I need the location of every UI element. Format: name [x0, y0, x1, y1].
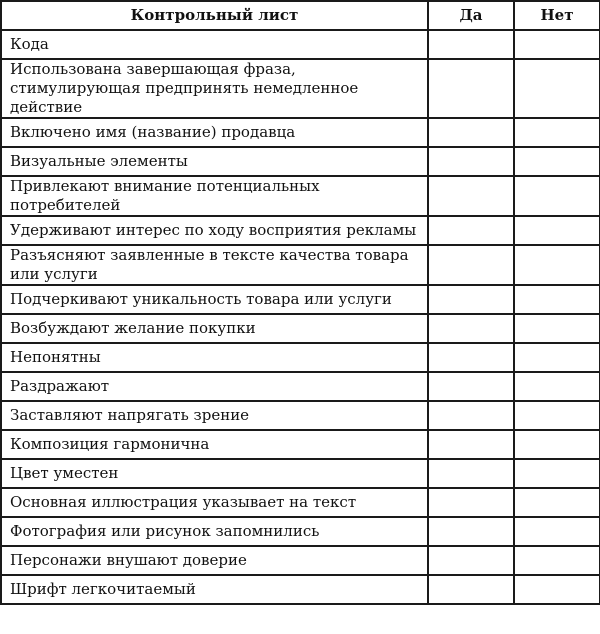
- yes-cell[interactable]: [428, 245, 514, 285]
- no-cell[interactable]: [514, 546, 600, 575]
- yes-cell[interactable]: [428, 401, 514, 430]
- item-label: Привлекают внимание потенциальных потребителей: [1, 176, 428, 216]
- table-row: [1, 430, 600, 459]
- table-row: [1, 343, 600, 372]
- item-label: Использована завершающая фраза, стимулирующая предпринять немедленное действие: [1, 59, 428, 118]
- no-cell[interactable]: [514, 459, 600, 488]
- no-cell[interactable]: [514, 245, 600, 285]
- item-label: Персонажи внушают доверие: [1, 546, 428, 575]
- header-row: [1, 1, 600, 30]
- yes-cell[interactable]: [428, 216, 514, 245]
- yes-cell[interactable]: [428, 430, 514, 459]
- section-row: [1, 147, 600, 176]
- item-label: Заставляют напрягать зрение: [1, 401, 428, 430]
- item-label: Удерживают интерес по ходу восприятия рекламы: [1, 216, 428, 245]
- table-row: [1, 372, 600, 401]
- yes-cell[interactable]: [428, 118, 514, 147]
- table-row: [1, 488, 600, 517]
- table-row: [1, 176, 600, 216]
- yes-cell[interactable]: [428, 176, 514, 216]
- no-cell[interactable]: [514, 575, 600, 604]
- table-row: [1, 517, 600, 546]
- no-cell[interactable]: [514, 430, 600, 459]
- checklist-body: [1, 30, 600, 604]
- item-label: Основная иллюстрация указывает на текст: [1, 488, 428, 517]
- table-row: [1, 118, 600, 147]
- item-label: Подчеркивают уникальность товара или услуги: [1, 285, 428, 314]
- item-label: Композиция гармонична: [1, 430, 428, 459]
- no-cell[interactable]: [514, 517, 600, 546]
- table-row: [1, 245, 600, 285]
- no-cell[interactable]: [514, 343, 600, 372]
- yes-cell[interactable]: [428, 372, 514, 401]
- no-cell[interactable]: [514, 147, 600, 176]
- table-row: [1, 314, 600, 343]
- table-row: [1, 285, 600, 314]
- no-cell[interactable]: [514, 118, 600, 147]
- no-cell[interactable]: [514, 216, 600, 245]
- item-label: Цвет уместен: [1, 459, 428, 488]
- yes-cell[interactable]: [428, 147, 514, 176]
- no-cell[interactable]: [514, 314, 600, 343]
- no-cell[interactable]: [514, 401, 600, 430]
- item-label: Шрифт легкочитаемый: [1, 575, 428, 604]
- table-row: [1, 216, 600, 245]
- no-cell[interactable]: [514, 372, 600, 401]
- section-label: Кода: [1, 30, 428, 59]
- yes-cell[interactable]: [428, 314, 514, 343]
- no-cell[interactable]: [514, 488, 600, 517]
- yes-cell[interactable]: [428, 343, 514, 372]
- section-label: Визуальные элементы: [1, 147, 428, 176]
- section-row: [1, 30, 600, 59]
- no-cell[interactable]: [514, 285, 600, 314]
- no-cell[interactable]: [514, 59, 600, 118]
- no-cell[interactable]: [514, 176, 600, 216]
- header-no: Нет: [514, 1, 600, 30]
- item-label: Возбуждают желание покупки: [1, 314, 428, 343]
- table-row: [1, 575, 600, 604]
- item-label: Разъясняют заявленные в тексте качества товара или услуги: [1, 245, 428, 285]
- item-label: Фотография или рисунок запомнились: [1, 517, 428, 546]
- item-label: Непонятны: [1, 343, 428, 372]
- header-item: Контрольный лист: [1, 1, 428, 30]
- item-label: Включено имя (название) продавца: [1, 118, 428, 147]
- table-row: [1, 459, 600, 488]
- yes-cell[interactable]: [428, 459, 514, 488]
- yes-cell[interactable]: [428, 488, 514, 517]
- table-row: [1, 546, 600, 575]
- yes-cell[interactable]: [428, 546, 514, 575]
- yes-cell[interactable]: [428, 285, 514, 314]
- header-yes: Да: [428, 1, 514, 30]
- yes-cell[interactable]: [428, 30, 514, 59]
- yes-cell[interactable]: [428, 575, 514, 604]
- table-row: [1, 59, 600, 118]
- table-row: [1, 401, 600, 430]
- yes-cell[interactable]: [428, 517, 514, 546]
- no-cell[interactable]: [514, 30, 600, 59]
- item-label: Раздражают: [1, 372, 428, 401]
- yes-cell[interactable]: [428, 59, 514, 118]
